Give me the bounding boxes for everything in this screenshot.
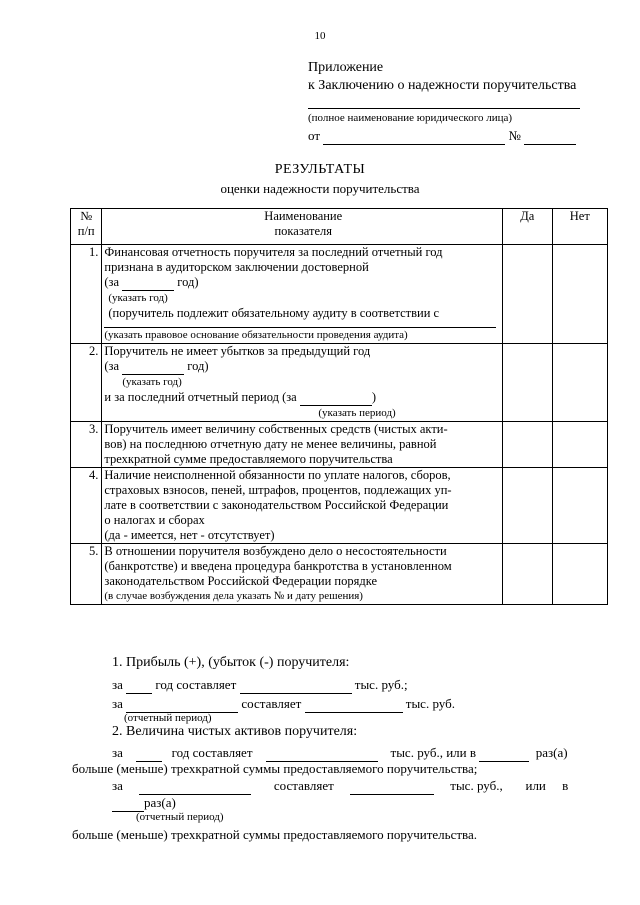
row-text: трехкратной сумме предоставляемого поручительства <box>104 452 393 466</box>
date-blank <box>323 128 505 145</box>
document-subtitle: оценки надежности поручительства <box>220 181 420 196</box>
label-sost: составляет <box>241 696 302 711</box>
no-cell <box>552 245 607 344</box>
period-blank <box>300 390 372 406</box>
amount-blank <box>266 745 378 762</box>
no-cell <box>552 422 607 468</box>
section1-heading: 1. Прибыль (+), (убыток (-) поручителя: <box>112 655 350 670</box>
label-unit: тыс. руб.; <box>354 677 408 692</box>
yes-cell <box>503 344 552 422</box>
yes-cell <box>503 468 552 544</box>
label-za: за <box>112 745 123 760</box>
year-blank <box>122 275 174 291</box>
row-caption: (указать год) <box>108 292 168 304</box>
table-row <box>71 344 608 422</box>
label-za: за <box>112 677 123 692</box>
row-text: и за последний отчетный период (за <box>104 390 297 404</box>
header-name-line1: Наименование <box>264 209 343 223</box>
label-times: раз(а) <box>144 795 176 810</box>
row-number: 1. <box>71 245 102 344</box>
row-text: ) <box>371 390 377 404</box>
section1-caption: (отчетный период) <box>124 712 212 724</box>
row-text: Поручитель не имеет убытков за предыдущий год <box>104 344 371 358</box>
times-blank <box>112 795 144 812</box>
section2-row3 <box>112 795 176 812</box>
row-text: Наличие неисполненной обязанности по уплате налогов, сборов, <box>104 468 451 482</box>
section1-row2 <box>112 696 455 713</box>
table-row <box>71 468 608 544</box>
row-text: В отношении поручителя возбуждено дело о несостоятельности <box>104 544 447 558</box>
times-blank <box>479 745 529 762</box>
header-num-line2: п/п <box>77 224 95 238</box>
appendix-subtitle: к Заключению о надежности поручительства <box>308 78 577 93</box>
row-number: 4. <box>71 468 102 544</box>
document-title: РЕЗУЛЬТАТЫ <box>274 162 366 177</box>
row-text: (за <box>104 275 120 289</box>
label-sost: составляет <box>273 778 334 793</box>
no-cell <box>552 544 607 605</box>
table-header-row <box>71 209 608 245</box>
row-description <box>102 422 503 468</box>
legal-basis-blank <box>104 321 496 328</box>
row-text: законодательством Российской Федерации порядке <box>104 574 378 588</box>
amount-blank <box>350 778 434 795</box>
year-blank <box>126 677 152 694</box>
amount-blank <box>305 696 403 713</box>
period-blank <box>126 696 238 713</box>
row-description <box>102 544 503 605</box>
company-name-line <box>308 108 580 109</box>
row-number: 5. <box>71 544 102 605</box>
year-blank <box>122 359 184 375</box>
row-text: (за <box>104 359 120 373</box>
label-za: за <box>112 696 123 711</box>
label-v: в <box>562 778 569 793</box>
row-text: Поручитель имеет величину собственных средств (чистых акти- <box>104 422 448 436</box>
header-no: Нет <box>552 209 607 245</box>
row-text: год) <box>177 275 199 289</box>
row-text: вов) на последнюю отчетную дату не менее величины, равной <box>104 437 437 451</box>
number-label: № <box>508 128 521 143</box>
label-god: год составляет <box>171 745 253 760</box>
header-yes: Да <box>503 209 552 245</box>
row-number: 3. <box>71 422 102 468</box>
label-ili: или <box>525 778 546 793</box>
company-name-caption: (полное наименование юридического лица) <box>308 112 513 124</box>
row-text: (банкротстве) и введена процедура банкротства в установленном <box>104 559 452 573</box>
no-cell <box>552 344 607 422</box>
label-za: за <box>112 778 123 793</box>
yes-cell <box>503 544 552 605</box>
section2-row1 <box>112 745 568 762</box>
row-description <box>102 245 503 344</box>
row-text: (поручитель подлежит обязательному аудиту в соответствии с <box>108 306 440 320</box>
yes-cell <box>503 422 552 468</box>
period-blank <box>139 778 251 795</box>
table-row <box>71 544 608 605</box>
row-number: 2. <box>71 344 102 422</box>
from-label: от <box>308 128 321 143</box>
number-blank <box>524 128 576 145</box>
row-text: год) <box>187 359 209 373</box>
section2-row1-cont: больше (меньше) трехкратной суммы предоставляемого поручительства; <box>72 761 478 776</box>
results-table <box>70 208 608 605</box>
row-year-field <box>104 275 502 291</box>
label-times: раз(а) <box>535 745 568 760</box>
row-period-field <box>104 390 502 406</box>
section2-final: больше (меньше) трехкратной суммы предоставляемого поручительства. <box>72 827 478 842</box>
row-year-field <box>104 359 502 375</box>
label-unit: тыс. руб. <box>405 696 455 711</box>
section2-row2 <box>112 778 568 795</box>
amount-blank <box>240 677 352 694</box>
row-description <box>102 468 503 544</box>
row-text: Финансовая отчетность поручителя за последний отчетный год <box>104 245 443 259</box>
no-cell <box>552 468 607 544</box>
year-blank <box>136 745 162 762</box>
date-number-line <box>308 128 576 145</box>
section1-row1 <box>112 677 408 694</box>
section2-heading: 2. Величина чистых активов поручителя: <box>112 724 358 739</box>
appendix-title: Приложение <box>308 60 384 75</box>
table-row <box>71 245 608 344</box>
label-unit: тыс. руб., <box>450 778 503 793</box>
row-text: лате в соответствии с законодательством Российской Федерации <box>104 498 449 512</box>
table-row <box>71 422 608 468</box>
row-text: признана в аудиторском заключении достоверной <box>104 260 369 274</box>
row-text: страховых взносов, пеней, штрафов, процентов, подлежащих уп- <box>104 483 452 497</box>
row-text: (да - имеется, нет - отсутствует) <box>104 528 275 542</box>
row-text: о налогах и сборах <box>104 513 205 527</box>
header-name-line2: показателя <box>274 224 333 238</box>
row-caption: (указать правовое основание обязательности проведения аудита) <box>104 329 408 341</box>
row-description <box>102 344 503 422</box>
row-caption: (указать год) <box>122 376 182 388</box>
page-number: 10 <box>314 30 326 42</box>
label-god: год составляет <box>155 677 237 692</box>
header-num-line1: № <box>80 209 93 223</box>
yes-cell <box>503 245 552 344</box>
header-name <box>102 209 503 245</box>
section2-caption: (отчетный период) <box>136 811 224 823</box>
row-caption: (в случае возбуждения дела указать № и дату решения) <box>104 590 363 602</box>
label-unit: тыс. руб., или в <box>390 745 477 760</box>
header-num <box>71 209 102 245</box>
row-caption: (указать период) <box>318 407 396 419</box>
